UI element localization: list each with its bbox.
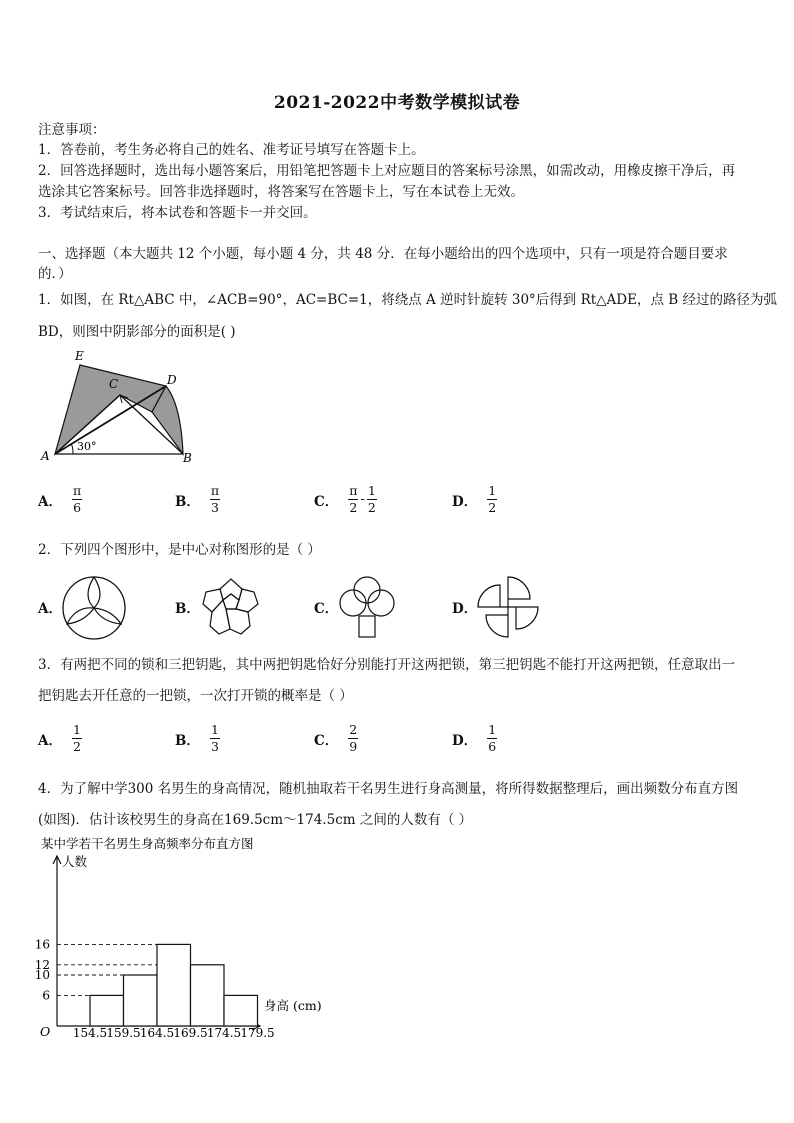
q1-option-a[interactable] [38, 484, 82, 515]
q3-option-a-label: A． [38, 732, 62, 749]
histogram-bar [157, 944, 191, 1026]
y-tick-label-12: 12 [34, 957, 50, 972]
q3-option-b-label: B． [175, 732, 200, 749]
q1-text-cont: BD，则图中阴影部分的面积是( ) [38, 324, 236, 340]
q2-option-c-label: C． [314, 601, 339, 617]
q3-option-a-fraction: $\frac{1}{2}$ [73, 722, 81, 754]
y-axis-label: 人数 [62, 854, 88, 869]
section-heading-cont: 的．） [38, 266, 72, 282]
section-heading: 一、选择题（本大题共 12 个小题，每小题 4 分，共 48 分．在每小题给出的四个选项中，只有一项是符合题目要求 [38, 246, 728, 262]
page-title: 2021-2022中考数学模拟试卷 [273, 93, 521, 113]
q1-label-d: D [167, 373, 177, 387]
q1-option-c-fraction-1: $\frac{\pi}{2}$ [349, 483, 358, 515]
q3-option-c[interactable] [314, 723, 358, 754]
q3-option-d[interactable] [452, 723, 497, 754]
q4-text-cont: (如图)．估计该校男生的身高在169.5cm～174.5cm 之间的人数有（ ） [38, 812, 473, 828]
chart-title: 某中学若干名男生身高频率分布直方图 [41, 836, 254, 851]
q2-figure-b [198, 574, 264, 638]
q1-label-a: A [41, 449, 50, 463]
q2-text: 2．下列四个图形中，是中心对称图形的是（ ） [38, 542, 321, 558]
notice-item-1: 1．答卷前，考生务必将自己的姓名、准考证号填写在答题卡上。 [38, 142, 425, 158]
q1-figure [36, 345, 206, 470]
q1-option-a-fraction: $\frac{\pi}{6}$ [72, 483, 82, 515]
notice-item-2-cont: 选涂其它答案标号。回答非选择题时，将答案写在答题卡上，写在本试卷上无效。 [38, 184, 524, 200]
notice-heading: 注意事项： [38, 122, 106, 138]
origin-label: O [40, 1024, 51, 1039]
q1-label-e: E [75, 349, 84, 363]
y-tick-label-6: 6 [42, 988, 50, 1003]
x-tick-label: 159.5 [106, 1026, 141, 1040]
histogram-bar [124, 975, 158, 1026]
q1-option-d[interactable] [452, 484, 497, 515]
q3-option-a[interactable] [38, 723, 82, 754]
q1-option-c-label: C． [314, 493, 339, 510]
q1-option-b-label: B． [175, 493, 200, 510]
q1-text: 1．如图，在 Rt△ABC 中，∠ACB=90°，AC=BC=1，将绕点 A 逆时针旋转 30°后得到 Rt△ADE，点 B 经过的路径为弧 [38, 292, 777, 308]
q1-option-b-fraction: $\frac{\pi}{3}$ [210, 483, 220, 515]
q3-option-c-fraction: $\frac{2}{9}$ [349, 722, 358, 754]
q1-option-c[interactable] [314, 484, 377, 515]
q2-option-d-label: D． [452, 601, 478, 617]
histogram-bar [90, 995, 124, 1026]
histogram-bar [191, 965, 225, 1026]
histogram-bar [224, 995, 258, 1026]
q2-figure-d [474, 574, 542, 640]
q2-option-b-label: B． [175, 601, 200, 617]
q1-label-c: C [109, 377, 119, 391]
q1-option-c-fraction-2: $\frac{1}{2}$ [367, 483, 376, 515]
q2-option-a-label: A． [38, 601, 62, 617]
y-tick-label-10: 10 [34, 968, 50, 982]
q1-option-d-fraction: $\frac{1}{2}$ [488, 483, 497, 515]
x-tick-label: 174.5 [206, 1026, 242, 1040]
x-tick-label: 179.5 [240, 1026, 275, 1040]
q3-option-b-fraction: $\frac{1}{3}$ [210, 722, 219, 754]
q3-option-d-fraction: $\frac{1}{6}$ [488, 722, 497, 754]
q1-angle-label: 30° [77, 440, 97, 453]
q3-text-cont: 把钥匙去开任意的一把锁，一次打开锁的概率是（ ） [38, 688, 353, 704]
q3-option-c-label: C． [314, 732, 339, 749]
q1-option-d-label: D． [452, 493, 478, 510]
y-tick-label-16: 16 [34, 937, 50, 952]
x-axis-label: 身高 (cm) [264, 998, 322, 1013]
q1-angle-arc [71, 444, 73, 454]
q3-text: 3．有两把不同的锁和三把钥匙，其中两把钥匙恰好分别能打开这两把锁，第三把钥匙不能打开这两把锁，任意取出一 [38, 657, 736, 673]
q1-option-b[interactable] [175, 484, 220, 515]
q1-option-a-label: A． [38, 493, 62, 510]
q3-option-d-label: D． [452, 732, 478, 749]
q2-figure-a [60, 574, 128, 642]
q3-option-b[interactable] [175, 723, 220, 754]
histogram-chart [30, 834, 340, 1046]
q1-label-b: B [183, 451, 192, 465]
x-tick-label: 169.5 [173, 1026, 208, 1040]
x-tick-label: 164.5 [139, 1026, 175, 1040]
q4-text: 4．为了解中学300 名男生的身高情况，随机抽取若干名男生进行身高测量，将所得数据整理后，画出频数分布直方图 [38, 781, 739, 797]
x-tick-label: 154.5 [72, 1026, 108, 1040]
notice-item-2: 2．回答选择题时，选出每小题答案后，用铅笔把答题卡上对应题目的答案标号涂黑，如需改动，用橡皮擦干净后，再 [38, 163, 736, 179]
q2-figure-c [335, 575, 399, 641]
q1-option-c-minus: - [360, 492, 365, 507]
notice-item-3: 3．考试结束后，将本试卷和答题卡一并交回。 [38, 205, 317, 221]
